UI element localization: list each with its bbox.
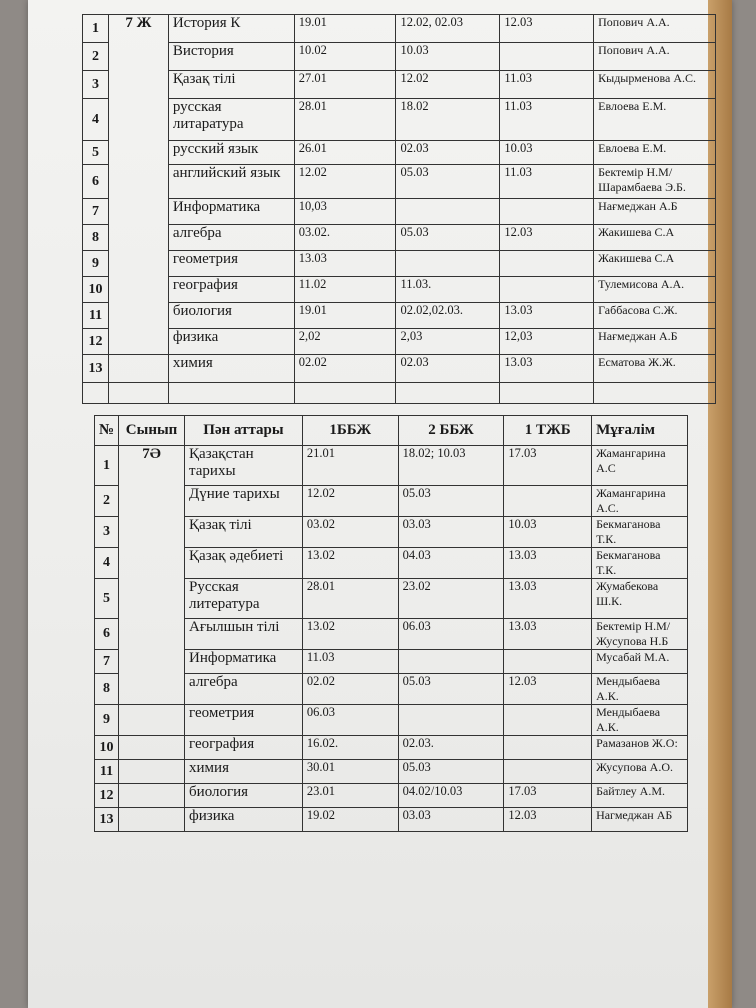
table-row	[83, 199, 716, 225]
test-date-2: 03.03	[398, 808, 504, 832]
row-number: 3	[95, 517, 119, 548]
teacher-name: Кыдырменова А.С.	[594, 71, 716, 99]
test-date-3: 12.03	[500, 15, 594, 43]
test-date-1: 23.01	[302, 784, 398, 808]
spacer-cell	[594, 383, 716, 404]
class-cell-empty	[119, 784, 185, 808]
table-row	[95, 808, 688, 832]
teacher-name: Жумабекова Ш.К.	[592, 579, 688, 619]
teacher-name: Есматова Ж.Ж.	[594, 355, 716, 383]
subject-name: Қазақстан тарихы	[185, 446, 303, 486]
test-date-3	[500, 43, 594, 71]
subject-name: география	[185, 736, 303, 760]
table-row	[83, 225, 716, 251]
test-date-3: 13.03	[504, 579, 592, 619]
test-date-3	[504, 486, 592, 517]
table-row	[83, 141, 716, 165]
test-date-1: 13.03	[294, 251, 396, 277]
test-date-1: 13.02	[302, 619, 398, 650]
test-date-1: 03.02.	[294, 225, 396, 251]
teacher-name: Евлоева Е.М.	[594, 141, 716, 165]
test-date-1: 16.02.	[302, 736, 398, 760]
test-date-1: 02.02	[294, 355, 396, 383]
header-test-1: 1ББЖ	[302, 416, 398, 446]
subject-name: биология	[168, 303, 294, 329]
teacher-name: Бекмаганова Т.К.	[592, 548, 688, 579]
class-cell-empty	[119, 760, 185, 784]
test-date-2: 02.03	[396, 355, 500, 383]
test-date-3: 13.03	[500, 355, 594, 383]
subject-name: биология	[185, 784, 303, 808]
subject-name: Қазақ әдебиеті	[185, 548, 303, 579]
row-number: 5	[95, 579, 119, 619]
class-cell-empty	[108, 355, 168, 383]
table-row	[83, 277, 716, 303]
test-date-1: 26.01	[294, 141, 396, 165]
teacher-name: Мендыбаева А.К.	[592, 705, 688, 736]
table-row	[83, 71, 716, 99]
test-date-1: 2,02	[294, 329, 396, 355]
test-date-1: 11.03	[302, 650, 398, 674]
row-number: 3	[83, 71, 109, 99]
subject-name: русский язык	[168, 141, 294, 165]
subject-name: Русская литература	[185, 579, 303, 619]
header-subject: Пән аттары	[185, 416, 303, 446]
subject-name: Қазақ тілі	[168, 71, 294, 99]
test-date-3: 11.03	[500, 99, 594, 141]
row-number: 10	[95, 736, 119, 760]
table-row	[95, 446, 688, 486]
test-date-1: 27.01	[294, 71, 396, 99]
test-date-1: 12.02	[302, 486, 398, 517]
subject-name: алгебра	[168, 225, 294, 251]
teacher-name: Нағмеджан А.Б	[594, 199, 716, 225]
test-date-2: 18.02	[396, 99, 500, 141]
test-date-3: 11.03	[500, 165, 594, 199]
test-date-3: 10.03	[500, 141, 594, 165]
teacher-name: Евлоева Е.М.	[594, 99, 716, 141]
row-number: 5	[83, 141, 109, 165]
test-date-2	[398, 705, 504, 736]
test-date-1: 19.01	[294, 303, 396, 329]
spacer-cell	[108, 383, 168, 404]
row-number: 7	[95, 650, 119, 674]
test-date-2	[398, 650, 504, 674]
test-date-2: 02.02,02.03.	[396, 303, 500, 329]
test-date-3	[504, 736, 592, 760]
row-number: 4	[83, 99, 109, 141]
table-row	[83, 165, 716, 199]
test-date-2: 02.03	[396, 141, 500, 165]
table-row	[83, 15, 716, 43]
row-number: 1	[83, 15, 109, 43]
subject-name: Ағылшын тілі	[185, 619, 303, 650]
teacher-name: Мендыбаева А.К.	[592, 674, 688, 705]
spacer-cell	[83, 383, 109, 404]
test-date-2: 03.03	[398, 517, 504, 548]
test-date-1: 28.01	[302, 579, 398, 619]
teacher-name: Бектемір Н.М/Жусупова Н.Б	[592, 619, 688, 650]
test-date-1: 19.02	[302, 808, 398, 832]
spacer-cell	[168, 383, 294, 404]
table-row	[95, 760, 688, 784]
test-date-3: 10.03	[504, 517, 592, 548]
test-date-2: 11.03.	[396, 277, 500, 303]
test-date-3	[500, 199, 594, 225]
row-number: 1	[95, 446, 119, 486]
subject-name: химия	[185, 760, 303, 784]
row-number: 9	[83, 251, 109, 277]
test-date-3: 17.03	[504, 784, 592, 808]
subject-name: Дүние тарихы	[185, 486, 303, 517]
row-number: 11	[83, 303, 109, 329]
test-date-2: 05.03	[396, 225, 500, 251]
class-cell-empty	[119, 808, 185, 832]
test-date-1: 11.02	[294, 277, 396, 303]
test-date-2: 12.02, 02.03	[396, 15, 500, 43]
row-number: 12	[83, 329, 109, 355]
subject-name: Қазақ тілі	[185, 517, 303, 548]
test-date-1: 10,03	[294, 199, 396, 225]
table-header-row	[95, 416, 688, 446]
teacher-name: Жакишева С.А	[594, 225, 716, 251]
spacer-cell	[396, 383, 500, 404]
test-date-1: 19.01	[294, 15, 396, 43]
header-test-3: 1 ТЖБ	[504, 416, 592, 446]
teacher-name: Тулемисова А.А.	[594, 277, 716, 303]
subject-name: физика	[168, 329, 294, 355]
test-date-3: 12.03	[504, 674, 592, 705]
row-number: 13	[83, 355, 109, 383]
test-date-3	[504, 760, 592, 784]
table-row	[83, 303, 716, 329]
table-row	[95, 784, 688, 808]
test-date-2	[396, 251, 500, 277]
test-date-3	[500, 277, 594, 303]
test-date-1: 21.01	[302, 446, 398, 486]
test-date-2: 02.03.	[398, 736, 504, 760]
table-row	[83, 355, 716, 383]
test-date-2: 05.03	[398, 760, 504, 784]
table-row	[83, 99, 716, 141]
test-date-2: 18.02; 10.03	[398, 446, 504, 486]
test-date-1: 10.02	[294, 43, 396, 71]
test-date-1: 28.01	[294, 99, 396, 141]
teacher-name: Бектемір Н.М/ Шарамбаева Э.Б.	[594, 165, 716, 199]
header-number: №	[95, 416, 119, 446]
table-row	[95, 736, 688, 760]
subject-name: Вистория	[168, 43, 294, 71]
row-number: 11	[95, 760, 119, 784]
teacher-name: Жамангарина А.С	[592, 446, 688, 486]
teacher-name: Попович А.А.	[594, 43, 716, 71]
table-row	[95, 705, 688, 736]
row-number: 6	[83, 165, 109, 199]
teacher-name: Мусабай М.А.	[592, 650, 688, 674]
row-number: 10	[83, 277, 109, 303]
subject-name: Информатика	[185, 650, 303, 674]
test-date-1: 12.02	[294, 165, 396, 199]
test-date-2	[396, 199, 500, 225]
subject-name: геометрия	[168, 251, 294, 277]
teacher-name: Нағмеджан А.Б	[594, 329, 716, 355]
teacher-name: Жамангарина А.С.	[592, 486, 688, 517]
subject-name: геометрия	[185, 705, 303, 736]
row-number: 2	[83, 43, 109, 71]
class-cell-empty	[119, 705, 185, 736]
test-date-1: 06.03	[302, 705, 398, 736]
test-date-2: 05.03	[398, 674, 504, 705]
subject-name: физика	[185, 808, 303, 832]
row-number: 12	[95, 784, 119, 808]
test-date-1: 13.02	[302, 548, 398, 579]
table-row	[83, 329, 716, 355]
header-teacher: Мұғалім	[592, 416, 688, 446]
spacer-row	[83, 383, 716, 404]
teacher-name: Рамазанов Ж.О:	[592, 736, 688, 760]
test-date-2: 05.03	[398, 486, 504, 517]
test-date-2: 04.03	[398, 548, 504, 579]
subject-name: география	[168, 277, 294, 303]
test-date-3: 12,03	[500, 329, 594, 355]
class-label: 7Ә	[119, 446, 185, 705]
class-label: 7 Ж	[108, 15, 168, 355]
row-number: 8	[83, 225, 109, 251]
teacher-name: Попович А.А.	[594, 15, 716, 43]
test-date-3: 13.03	[504, 619, 592, 650]
test-date-2: 23.02	[398, 579, 504, 619]
test-date-3: 12.03	[500, 225, 594, 251]
test-date-1: 03.02	[302, 517, 398, 548]
teacher-name: Бекмаганова Т.К.	[592, 517, 688, 548]
subject-name: История К	[168, 15, 294, 43]
header-class: Сынып	[119, 416, 185, 446]
schedule-table-7zh	[82, 14, 716, 404]
test-date-2: 06.03	[398, 619, 504, 650]
subject-name: химия	[168, 355, 294, 383]
teacher-name: Жусупова А.О.	[592, 760, 688, 784]
test-date-2: 04.02/10.03	[398, 784, 504, 808]
teacher-name: Габбасова С.Ж.	[594, 303, 716, 329]
row-number: 4	[95, 548, 119, 579]
test-date-3: 13.03	[500, 303, 594, 329]
test-date-3: 11.03	[500, 71, 594, 99]
test-date-2: 10.03	[396, 43, 500, 71]
row-number: 8	[95, 674, 119, 705]
subject-name: английский язык	[168, 165, 294, 199]
teacher-name: Жакишева С.А	[594, 251, 716, 277]
teacher-name: Байтлеу А.М.	[592, 784, 688, 808]
schedule-table-7a	[94, 415, 688, 832]
test-date-2: 05.03	[396, 165, 500, 199]
test-date-1: 30.01	[302, 760, 398, 784]
test-date-3: 13.03	[504, 548, 592, 579]
subject-name: Информатика	[168, 199, 294, 225]
subject-name: алгебра	[185, 674, 303, 705]
row-number: 6	[95, 619, 119, 650]
spacer-cell	[500, 383, 594, 404]
row-number: 9	[95, 705, 119, 736]
test-date-3	[504, 705, 592, 736]
row-number: 13	[95, 808, 119, 832]
spacer-cell	[294, 383, 396, 404]
class-cell-empty	[119, 736, 185, 760]
test-date-2: 2,03	[396, 329, 500, 355]
subject-name: русская литаратура	[168, 99, 294, 141]
row-number: 7	[83, 199, 109, 225]
teacher-name: Нагмеджан АБ	[592, 808, 688, 832]
test-date-3: 12.03	[504, 808, 592, 832]
table-row	[83, 43, 716, 71]
row-number: 2	[95, 486, 119, 517]
header-test-2: 2 ББЖ	[398, 416, 504, 446]
test-date-1: 02.02	[302, 674, 398, 705]
test-date-3	[500, 251, 594, 277]
test-date-3: 17.03	[504, 446, 592, 486]
test-date-2: 12.02	[396, 71, 500, 99]
test-date-3	[504, 650, 592, 674]
table-row	[83, 251, 716, 277]
